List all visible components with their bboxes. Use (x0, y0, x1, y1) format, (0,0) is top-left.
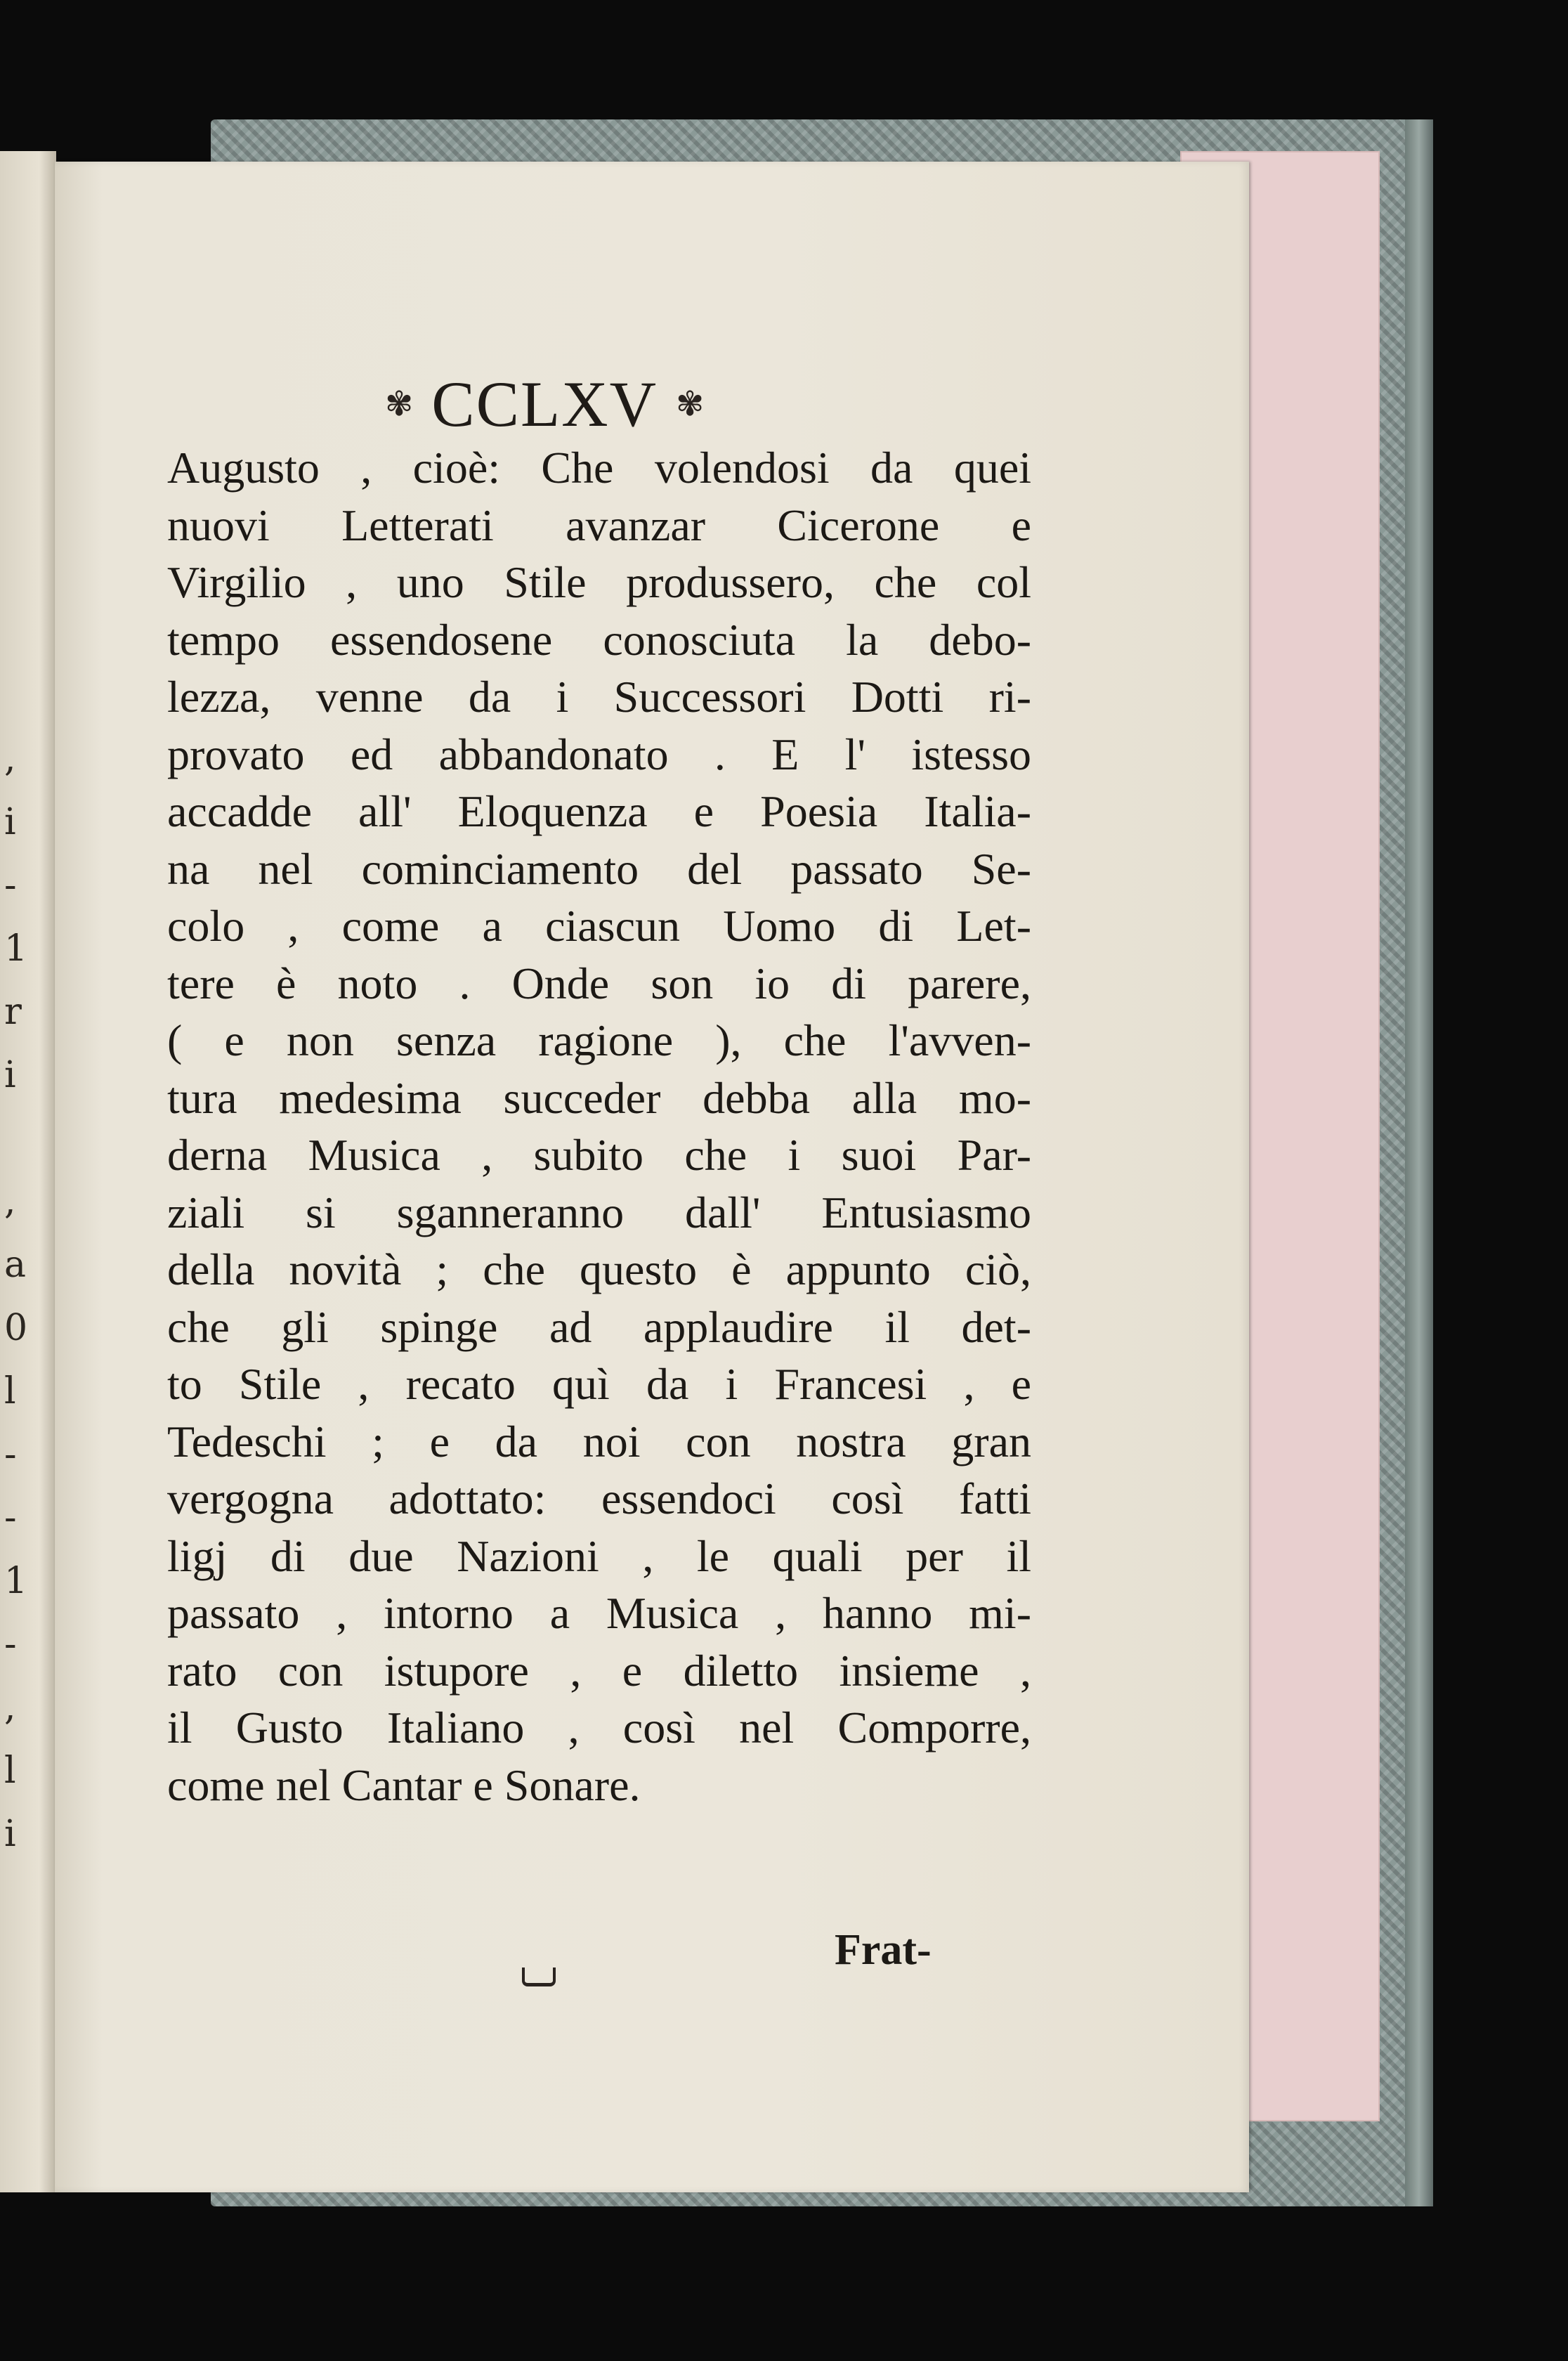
text-line: nuovi Letterati avanzar Cicerone e (167, 500, 1031, 550)
text-line: il Gusto Italiano , così nel Comporre, (167, 1703, 1031, 1752)
text-line: accadde all' Eloquenza e Poesia Italia- (167, 786, 1031, 836)
body-text (167, 439, 1031, 1814)
facing-page-text-fragments: , i - 1 r i , a 0 l - - 1 - , l i (4, 738, 28, 1855)
text-line: na nel cominciamento del passato Se- (167, 843, 1031, 894)
fleuron-left-icon: ✾ (385, 384, 414, 424)
text-line: tempo essendosene conosciuta la debo- (167, 614, 1031, 665)
text-line: derna Musica , subito che i suoi Par- (167, 1130, 1031, 1180)
text-line: ( e non senza ragione ), che l'avven- (167, 1015, 1031, 1065)
text-line: Augusto , cioè: Che volendosi da quei (167, 443, 1031, 493)
page-header (385, 365, 877, 443)
text-line: ziali si sganneranno dall' Entusiasmo (167, 1187, 1031, 1237)
fleuron-right-icon: ✾ (676, 384, 705, 424)
text-line: tere è noto . Onde son io di parere, (167, 958, 1031, 1008)
page-number: CCLXV (431, 368, 658, 440)
text-line: che gli spinge ad applaudire il det- (167, 1301, 1031, 1352)
facing-page-fragment (0, 151, 56, 2192)
text-line: lezza, venne da i Successori Dotti ri- (167, 672, 1031, 722)
text-line: rato con istupore , e diletto insieme , (167, 1645, 1031, 1696)
book-cover-edge (1405, 119, 1433, 2206)
text-line: Virgilio , uno Stile produssero, che col (167, 557, 1031, 607)
text-line: Tedeschi ; e da noi con nostra gran (167, 1416, 1031, 1466)
text-line: passato , intorno a Musica , hanno mi- (167, 1588, 1031, 1638)
catchword: Frat- (835, 1926, 932, 1974)
text-line: come nel Cantar e Sonare. (167, 1760, 641, 1810)
text-line: to Stile , recato quì da i Francesi , e (167, 1359, 1031, 1409)
text-line: vergogna adottato: essendoci così fatti (167, 1474, 1031, 1523)
text-line: ligj di due Nazioni , le quali per il (167, 1530, 1031, 1581)
text-line: della novità ; che questo è appunto ciò, (167, 1244, 1031, 1294)
text-line: provato ed abbandonato . E l' istesso (167, 729, 1031, 779)
text-line: tura medesima succeder debba alla mo- (167, 1072, 1031, 1123)
text-line: colo , come a ciascun Uomo di Let- (167, 901, 1031, 951)
signature-mark-icon (522, 1967, 556, 1986)
book-page (55, 162, 1249, 2192)
